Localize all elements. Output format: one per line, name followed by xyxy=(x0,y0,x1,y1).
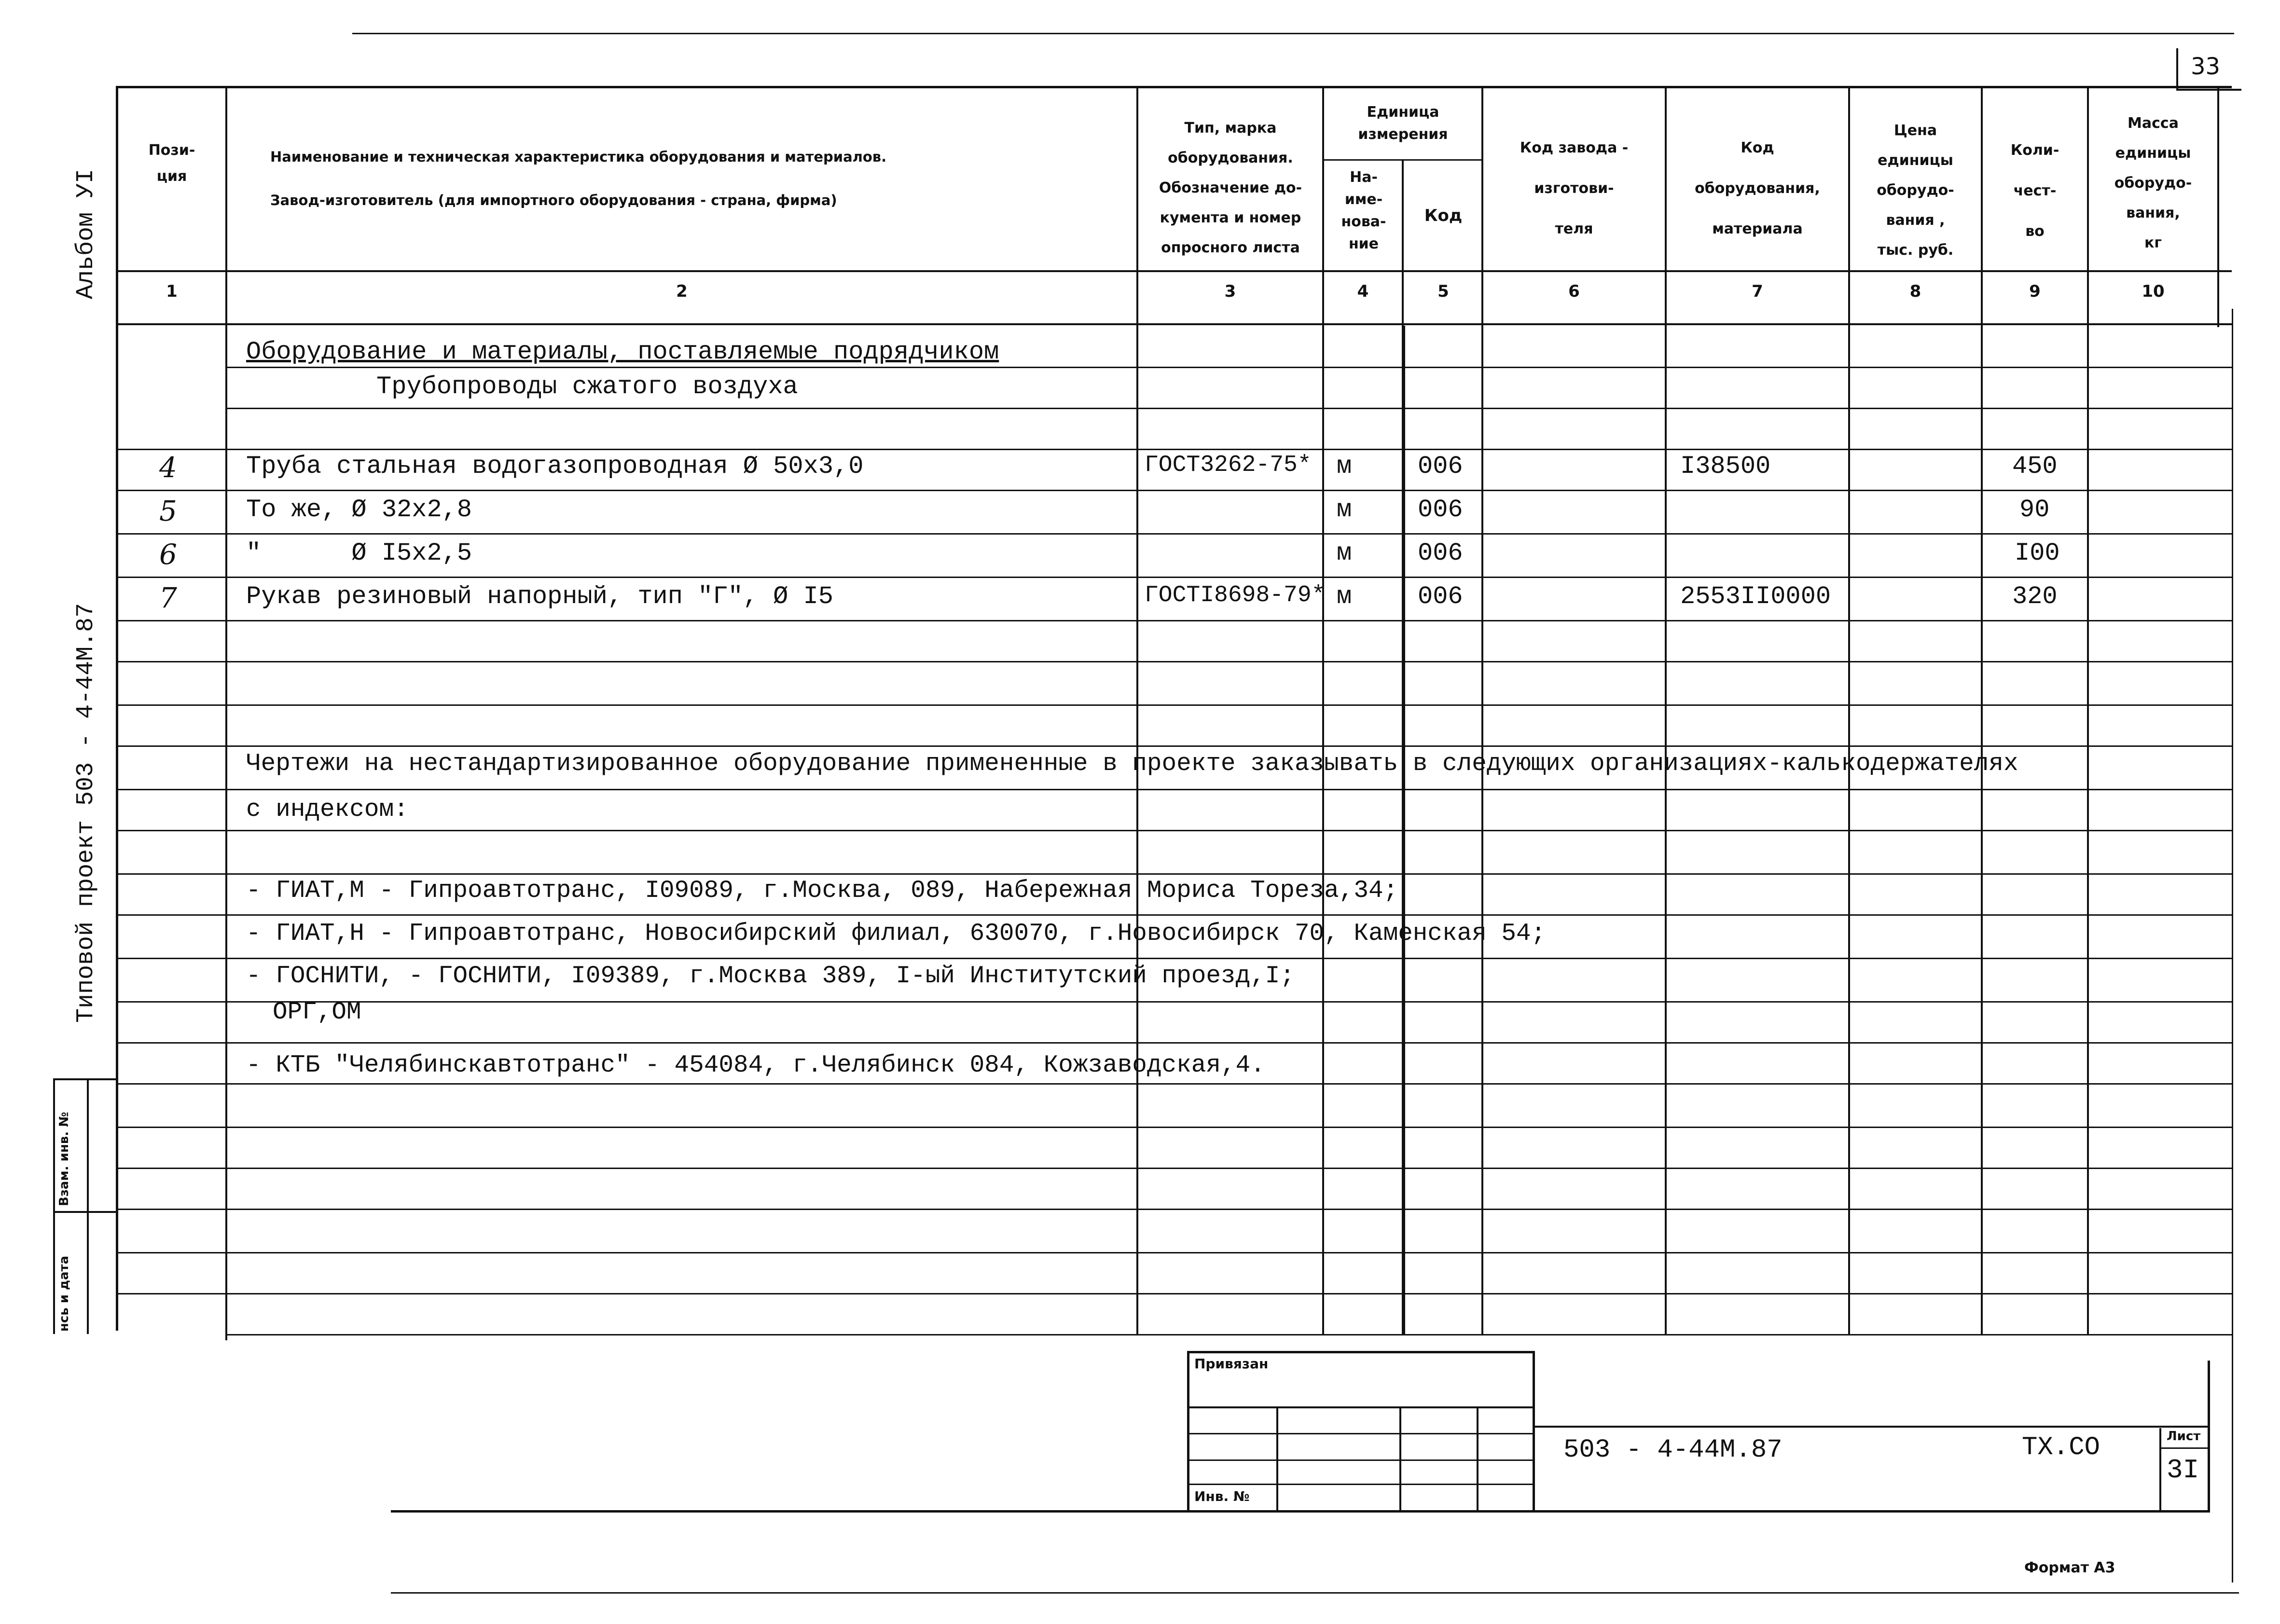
note-line: - ГИАТ,Н - Гипроавтотранс, Новосибирский филиал, 630070, г.Новосибирск 70, Каменская 54; xyxy=(246,920,1546,948)
header-mass: Масса единицы оборудо- вания, кг xyxy=(2114,115,2192,251)
col-number-4: 4 xyxy=(1357,282,1369,301)
header-unit-group: Единица измерения xyxy=(1358,104,1448,143)
table-top xyxy=(116,86,2232,88)
row-doc: ГОСТI8698-79* xyxy=(1145,582,1326,608)
header-quantity: Коли- чест- во xyxy=(2010,142,2059,240)
row-position: 4 xyxy=(159,451,177,484)
row-qty: I00 xyxy=(2015,539,2060,567)
col-number-8: 8 xyxy=(1909,282,1921,301)
row-code: I38500 xyxy=(1680,452,1771,481)
side-label-date: нсь и дата xyxy=(57,1255,71,1332)
row-position: 6 xyxy=(159,538,177,571)
note-line: - ГИАТ,М - Гипроавтотранс, I09089, г.Москва, 089, Набережная Мориса Тореза,34; xyxy=(246,877,1398,905)
col-number-3: 3 xyxy=(1224,282,1236,301)
stamp-mark: ТХ.СО xyxy=(2022,1433,2100,1462)
col-number-6: 6 xyxy=(1568,282,1580,301)
row-position: 5 xyxy=(159,495,177,527)
row-unit: м xyxy=(1337,539,1352,567)
section-title: Оборудование и материалы, поставляемые подрядчиком xyxy=(246,338,999,366)
stamp-sheet-number: 3I xyxy=(2167,1455,2199,1486)
col-number-2: 2 xyxy=(676,282,688,301)
row-unit-code: 006 xyxy=(1418,452,1463,481)
col-number-10: 10 xyxy=(2142,282,2165,301)
header-name: Наименование и техническая характеристика оборудования и материалов. Завод-изготовитель (для импортного оборудования - страна, фирма) xyxy=(270,149,887,208)
row-unit: м xyxy=(1337,582,1352,611)
row-name: Труба стальная водогазопроводная Ø 50х3,0 xyxy=(246,452,864,481)
project-label: Типовой проект 503 - 4-44М.87 xyxy=(72,603,100,1023)
row-unit: м xyxy=(1337,452,1352,481)
side-label-inv: Взам. инв. № xyxy=(57,1112,71,1206)
stamp-sheet-label: Лист xyxy=(2167,1429,2201,1444)
col-number-7: 7 xyxy=(1752,282,1763,301)
note-line: - КТБ "Челябинскавтотранс" - 454084, г.Челябинск 084, Кожзаводская,4. xyxy=(246,1052,1265,1079)
row-unit-code: 006 xyxy=(1418,495,1463,524)
page-number: 33 xyxy=(2191,53,2221,80)
row-qty: 320 xyxy=(2012,582,2058,611)
album-label: Альбом УI xyxy=(72,168,100,299)
header-unit-code: Код xyxy=(1424,206,1463,225)
top-border xyxy=(352,33,2234,34)
header-position: Пози- ция xyxy=(148,142,195,185)
stamp-inv: Инв. № xyxy=(1194,1488,1250,1504)
header-type: Тип, марка оборудования. Обозначение до- кумента и номер опросного листа xyxy=(1159,120,1302,256)
subsection-title: Трубопроводы сжатого воздуха xyxy=(376,372,798,401)
col-number-1: 1 xyxy=(166,282,178,301)
row-name: То же, Ø 32х2,8 xyxy=(246,495,472,524)
row-unit-code: 006 xyxy=(1418,539,1463,567)
header-factory-code: Код завода - изготови- теля xyxy=(1520,139,1629,237)
note-line: Чертежи на нестандартизированное оборудование примененные в проекте заказывать в следующих организациях-калькодержателях xyxy=(246,750,2018,778)
row-unit: м xyxy=(1337,495,1352,524)
row-position: 7 xyxy=(159,581,177,614)
header-price: Цена единицы оборудо- вания , тыс. руб. xyxy=(1877,122,1954,259)
row-name: " Ø I5х2,5 xyxy=(246,539,472,567)
header-equipment-code: Код оборудования, материала xyxy=(1695,139,1820,237)
row-doc: ГОСТ3262-75* xyxy=(1145,452,1312,478)
note-line: ОРГ,ОМ xyxy=(273,999,361,1026)
row-code: 2553II0000 xyxy=(1680,582,1831,611)
row-qty: 90 xyxy=(2019,495,2050,524)
row-qty: 450 xyxy=(2012,452,2058,481)
col-number-9: 9 xyxy=(2029,282,2041,301)
note-line: с индексом: xyxy=(246,796,409,824)
stamp-bound: Привязан xyxy=(1194,1356,1269,1372)
col-number-5: 5 xyxy=(1437,282,1449,301)
note-line: - ГОСНИТИ, - ГОСНИТИ, I09389, г.Москва 389, I-ый Институтский проезд,I; xyxy=(246,963,1295,990)
stamp-doc-code: 503 - 4-44М.87 xyxy=(1563,1435,1783,1465)
row-name: Рукав резиновый напорный, тип "Г", Ø I5 xyxy=(246,582,833,611)
header-unit-name: На- име- нова- ние xyxy=(1341,169,1386,252)
row-unit-code: 006 xyxy=(1418,582,1463,611)
format-label: Формат А3 xyxy=(2024,1559,2115,1576)
